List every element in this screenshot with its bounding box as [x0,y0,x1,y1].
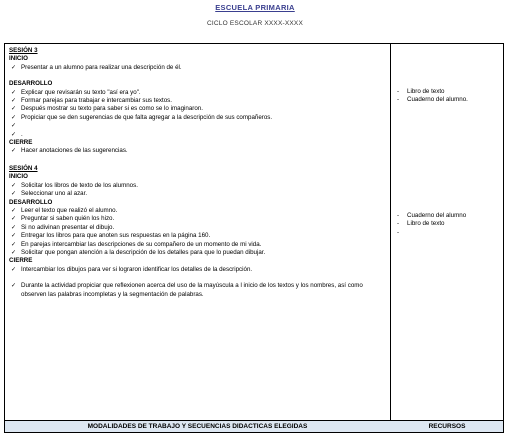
list-item: ✓ Después mostrar su texto para saber si es como se lo imaginaron. [11,105,203,113]
check-icon: ✓ [11,122,17,130]
check-icon: ✓ [11,105,17,113]
check-icon: ✓ [11,240,17,248]
session-4-title: SESIÓN 4 [9,164,38,172]
session-3-desarrollo-label: DESARROLLO [9,80,53,88]
session-4-desarrollo-label: DESARROLLO [9,198,53,206]
check-icon: ✓ [11,248,17,256]
list-item: ✓ . [11,130,23,138]
list-item: ✓ Solicitar los libros de texto de los alumnos. [11,181,138,189]
resources-block-1 [397,88,501,105]
check-icon: ✓ [11,215,17,223]
table-footer [5,420,503,432]
list-item: ✓ Leer el texto que realizó el alumno. [11,206,118,214]
list-item: ✓ Propiciar que se den sugerencias de que falta agregar a la descripción de sus compañeros. [11,113,273,121]
list-item: ✓ Seleccionar uno al azar. [11,190,88,198]
school-cycle: CICLO ESCOLAR XXXX-XXXX [207,20,303,27]
footer-recursos-label: RECURSOS [428,423,466,430]
list-item: ✓ Presentar a un alumno para realizar una descripción de él. [11,63,182,71]
list-item: ✓ Preguntar si saben quién los hizo. [11,215,115,223]
dash-bullet: - [397,212,400,219]
session-3-inicio-label: INICIO [9,55,28,63]
dash-bullet: - [397,228,400,236]
list-item: ✓ Intercambiar los dibujos para ver si lograron identificar los detalles de la descripción. [11,265,253,273]
planning-table [4,43,504,433]
session-4-inicio-label: INICIO [9,173,28,181]
school-title: ESCUELA PRIMARIA [215,3,295,12]
footer-modalidades-label: MODALIDADES DE TRABAJO Y SECUENCIAS DIDACTICAS ELEGIDAS [87,423,308,430]
check-icon: ✓ [11,223,17,231]
session-4-cierre-label: CIERRE [9,257,33,265]
resource-item: - Cuaderno del alumno. [397,96,468,104]
resources-block-2 [397,212,501,236]
check-icon: ✓ [11,97,17,105]
list-item: ✓ Durante la actividad propiciar que reflexionen acerca del uso de la mayúscula a l inicio de los textos y los nombres, así como observen las palabras incompletas y la segmentación de palabras. [11,282,363,298]
check-icon: ✓ [11,130,17,138]
dash-bullet: - [397,220,400,228]
activities-column [9,47,387,299]
check-icon: ✓ [11,190,17,198]
check-icon: ✓ [11,181,17,189]
resource-item: - Cuaderno del alumno [397,212,467,219]
session-3-title: SESIÓN 3 [9,47,38,54]
list-item: ✓ Entregar los libros para que anoten sus respuestas en la página 160. [11,232,211,240]
session-3-cierre-label: CIERRE [9,139,33,147]
dash-bullet: - [397,88,400,95]
list-item: ✓ Formar parejas para trabajar e intercambiar sus textos. [11,97,172,105]
resource-item: - Libro de texto [397,220,445,228]
list-item [9,122,387,130]
resource-item: - Libro de texto [397,88,445,95]
check-icon: ✓ [11,282,17,290]
check-icon: ✓ [11,232,17,240]
list-item: ✓ Hacer anotaciones de las sugerencias. [11,147,128,155]
column-divider [390,44,391,432]
dash-bullet: - [397,96,400,104]
check-icon: ✓ [11,113,17,121]
list-item: ✓ Solicitar que pongan atención a la descripción de los detalles para que lo puedan dibujar. [11,248,266,256]
check-icon: ✓ [11,63,17,71]
check-icon: ✓ [11,147,17,155]
list-item: ✓ En parejas intercambiar las descripciones de su compañero de un momento de mi vida. [11,240,262,248]
check-icon: ✓ [11,265,17,273]
list-item: ✓ Explicar que revisarán su texto "así era yo". [11,88,141,96]
list-item: ✓ Si no adivinan presentar el dibujo. [11,223,115,231]
check-icon: ✓ [11,206,17,214]
check-icon: ✓ [11,88,17,96]
